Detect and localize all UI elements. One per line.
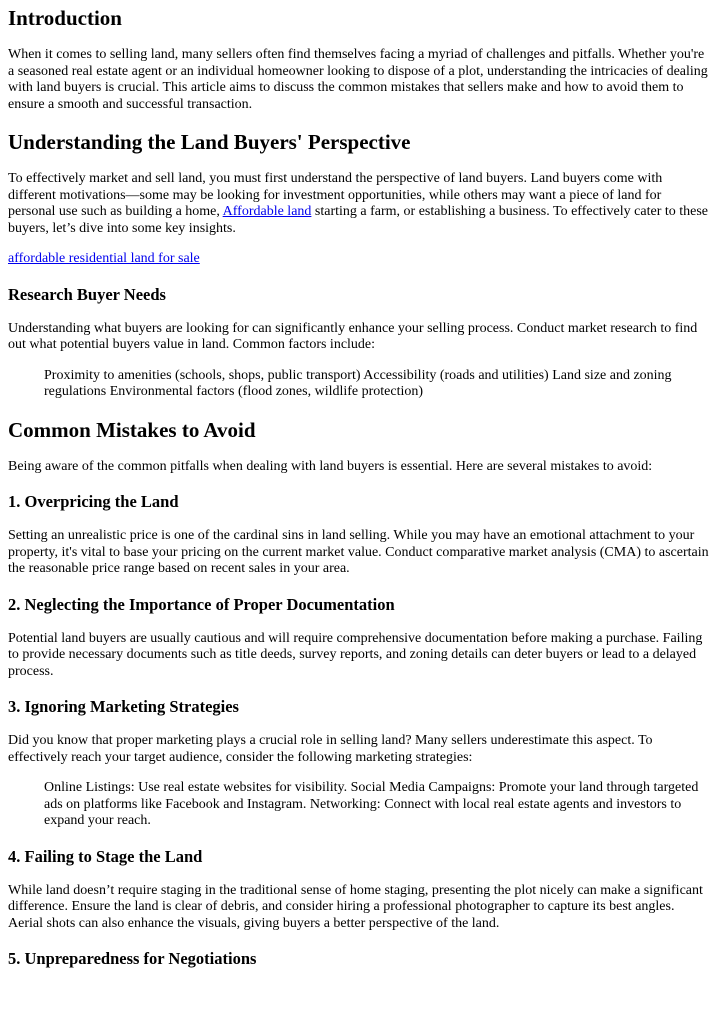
perspective-text-after-link: starting a farm, or establishing a business. To effectively cater to these buyers, let’s dive into some key insights. [8, 204, 709, 236]
standalone-link-paragraph [8, 251, 712, 268]
negotiations-heading: 5. Unpreparedness for Negotiations [8, 949, 257, 968]
marketing-paragraph: Did you know that proper marketing plays a crucial role in selling land? Many sellers underestimate this aspect. To effectively reach your target audience, consider the following marketing strategies: [8, 733, 653, 765]
research-heading: Research Buyer Needs [8, 284, 166, 304]
research-factors-quote: Proximity to amenities (schools, shops, public transport) Accessibility (roads and utilities) Land size and zoning regulations Environmental factors (flood zones, wildlife protection) [44, 367, 672, 399]
documentation-heading: 2. Neglecting the Importance of Proper Documentation [8, 594, 395, 614]
mistakes-heading: Common Mistakes to Avoid [8, 417, 256, 442]
perspective-heading: Understanding the Land Buyers' Perspective [8, 130, 411, 154]
intro-heading: Introduction [8, 6, 122, 30]
article [0, 6, 720, 968]
marketing-strategies-quote: Online Listings: Use real estate websites for visibility. Social Media Campaigns: Promote your land through targeted ads on platforms like Facebook and Instagram. Networking: Connect with local real estate agents and investors to expand your reach. [44, 780, 699, 828]
staging-heading: 4. Failing to Stage the Land [8, 846, 203, 866]
overpricing-paragraph: Setting an unrealistic price is one of the cardinal sins in land selling. While you may have an emotional attachment to your property, it's vital to base your pricing on the current market value. Conduct comparative market analysis (CMA) to ascertain the reasonable price range based on recent sales in your area. [8, 528, 709, 576]
documentation-paragraph: Potential land buyers are usually cautious and will require comprehensive documentation before making a purchase. Failing to provide necessary documents such as title deeds, survey reports, and zoning details can deter buyers or lead to a delayed process. [8, 630, 703, 679]
intro-paragraph: When it comes to selling land, many sellers often find themselves facing a myriad of challenges and pitfalls. Whether you're a seasoned real estate agent or an individual homeowner looking to dispose of a plot, understanding the intricacies of dealing with land buyers is crucial. This article aims to discuss the common mistakes that sellers make and how to avoid them to ensure a smooth and successful transaction. [8, 47, 708, 112]
mistakes-paragraph: Being aware of the common pitfalls when dealing with land buyers is essential. Here are several mistakes to avoid: [8, 458, 653, 474]
staging-paragraph: While land doesn’t require staging in the traditional sense of home staging, presenting the plot nicely can make a significant difference. Ensure the land is clear of debris, and consider hiring a professional photographer to capture its best angles. Aerial shots can also enhance the visuals, giving buyers a better perspective of the land. [8, 882, 703, 931]
affordable-land-link[interactable]: Affordable land [222, 204, 312, 219]
overpricing-heading: 1. Overpricing the Land [8, 492, 179, 511]
marketing-heading: 3. Ignoring Marketing Strategies [8, 697, 239, 716]
perspective-text-before-link: To effectively market and sell land, you must first understand the perspective of land buyers. Land buyers come with different motivations—some may be looking for investment opportunities, while others may want a piece of land for personal use such as building a home, [8, 171, 663, 219]
perspective-paragraph [8, 171, 712, 237]
research-paragraph: Understanding what buyers are looking for can significantly enhance your selling process. Conduct market research to find out what potential buyers value in land. Common factors include: [8, 320, 698, 352]
affordable-residential-land-link[interactable]: affordable residential land for sale [8, 251, 200, 266]
